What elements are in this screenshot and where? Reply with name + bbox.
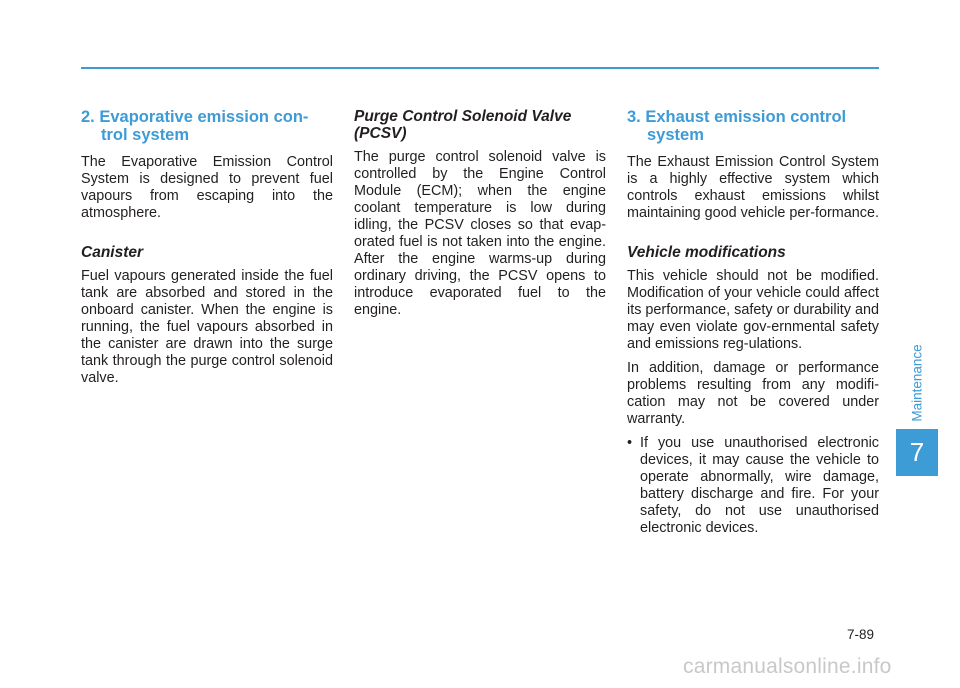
section-heading-exhaust: 3. Exhaust emission control system xyxy=(627,108,847,144)
watermark: carmanualsonline.info xyxy=(683,655,892,678)
subheading-vehicle-modifications: Vehicle modifications xyxy=(627,244,786,261)
chapter-number: 7 xyxy=(909,437,925,467)
pcsv-body: The purge control solenoid valve is controlled by the Engine Control Module (ECM); when the engine coolant temperature is low during idling, the PCSV closes so that evap-orated fuel is not taken into the engine. After the engine warms-up during ordinary driving, the PCSV opens to introduce evaporated fuel to the engine. xyxy=(354,149,606,318)
exhaust-intro: The Exhaust Emission Control System is a highly effective system which controls exhaust emissions whilst maintaining good vehicle per-formance. xyxy=(627,154,879,221)
bullet-icon: • xyxy=(627,435,633,451)
bullet-text: If you use unauthorised electronic devices, it may cause the vehicle to operate abnormally, wire damage, battery discharge and fire. For your safety, do not use unauthorised electronic devices. xyxy=(640,435,879,536)
column-2 xyxy=(354,108,606,326)
evaporative-intro: The Evaporative Emission Control System is designed to prevent fuel vapours from escaping into the atmosphere. xyxy=(81,154,333,221)
warning-bullet-list xyxy=(627,435,879,537)
chapter-tab xyxy=(896,429,938,476)
canister-body: Fuel vapours generated inside the fuel tank are absorbed and stored in the onboard canister. When the engine is running, the fuel vapours absorbed in the canister are drawn into the surge tank through the purge control solenoid valve. xyxy=(81,268,333,386)
list-item xyxy=(627,435,879,537)
column-3 xyxy=(627,108,879,537)
modifications-paragraph-1: This vehicle should not be modified. Modification of your vehicle could affect its performance, safety or durability and may even violate gov-ernmental safety and emissions reg-ulations. xyxy=(627,268,879,352)
subheading-pcsv: Purge Control Solenoid Valve (PCSV) xyxy=(354,108,572,142)
modifications-paragraph-2: In addition, damage or performance problems resulting from any modifi-cation may not be covered under warranty. xyxy=(627,360,879,427)
page-number: 7-89 xyxy=(847,627,875,642)
header-rule xyxy=(81,67,879,69)
section-heading-evaporative: 2. Evaporative emission con-trol system xyxy=(81,108,309,144)
chapter-label: Maintenance xyxy=(909,344,925,422)
subheading-canister: Canister xyxy=(81,244,144,261)
column-1 xyxy=(81,108,333,394)
